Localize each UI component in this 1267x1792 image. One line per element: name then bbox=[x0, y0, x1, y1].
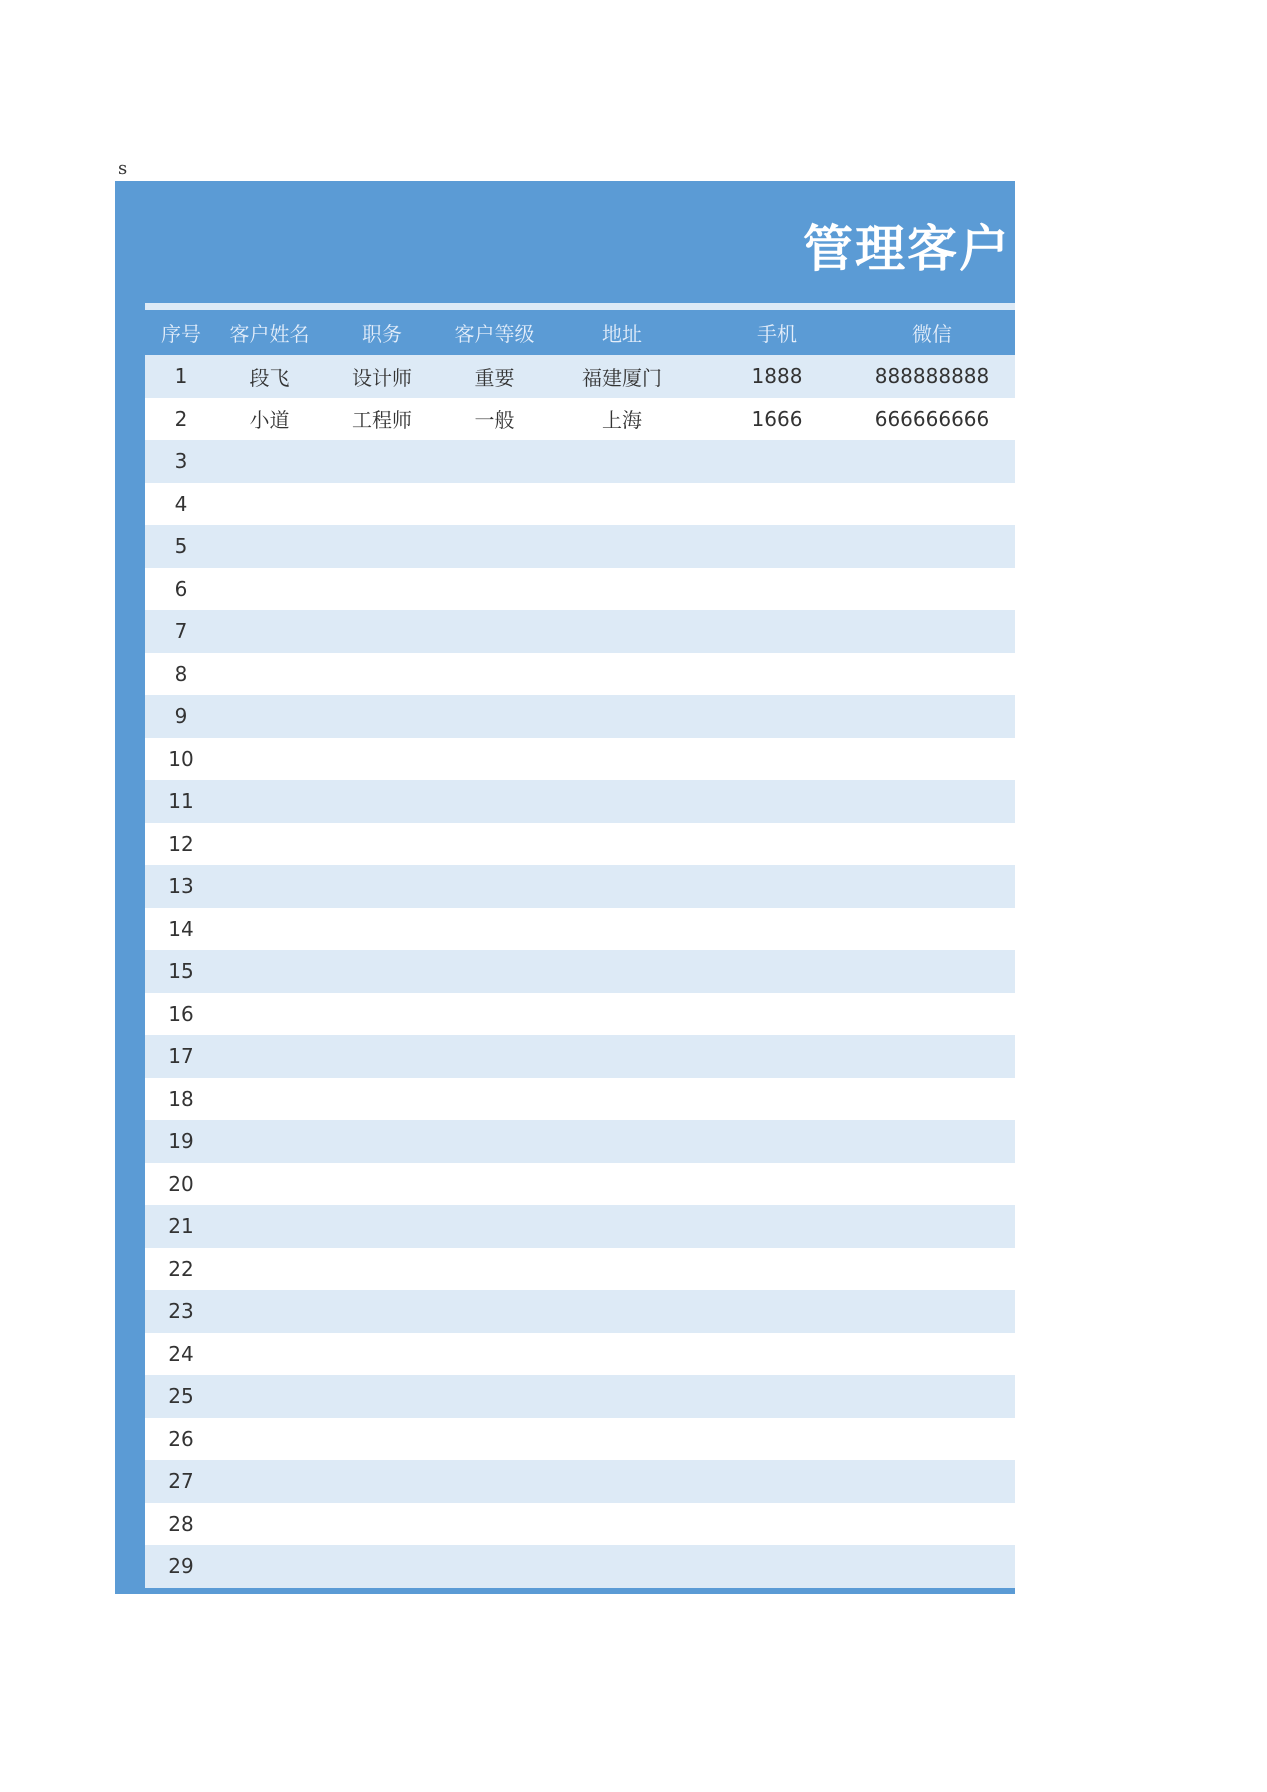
table-row bbox=[145, 1375, 1015, 1418]
cell-index[interactable]: 7 bbox=[174, 619, 188, 644]
table-row bbox=[145, 1545, 1015, 1588]
cell-index[interactable]: 21 bbox=[168, 1214, 194, 1239]
cell-index[interactable]: 14 bbox=[168, 916, 194, 941]
cell-index[interactable]: 9 bbox=[174, 704, 188, 729]
cell-index[interactable]: 2 bbox=[174, 406, 188, 431]
customer-table bbox=[145, 310, 1015, 1588]
table-row bbox=[145, 398, 1015, 441]
table-row bbox=[145, 1333, 1015, 1376]
column-header-address: 地址 bbox=[602, 322, 642, 346]
table-row bbox=[145, 950, 1015, 993]
cell-index[interactable]: 11 bbox=[168, 789, 194, 814]
table-row bbox=[145, 738, 1015, 781]
table-row bbox=[145, 993, 1015, 1036]
table-row bbox=[145, 653, 1015, 696]
cell-index[interactable]: 23 bbox=[168, 1299, 194, 1324]
cell-index[interactable]: 6 bbox=[174, 576, 188, 601]
column-header-position: 职务 bbox=[362, 322, 402, 346]
cell-level[interactable]: 一般 bbox=[474, 408, 515, 433]
customer-sheet bbox=[115, 181, 1015, 1594]
column-header-name: 客户姓名 bbox=[229, 322, 310, 346]
corner-mark: s bbox=[118, 158, 128, 179]
cell-index[interactable]: 24 bbox=[168, 1341, 194, 1366]
cell-index[interactable]: 13 bbox=[168, 874, 194, 899]
cell-phone[interactable]: 1888 bbox=[751, 364, 803, 389]
cell-position[interactable]: 工程师 bbox=[352, 408, 412, 433]
cell-index[interactable]: 5 bbox=[174, 534, 188, 559]
cell-index[interactable]: 29 bbox=[168, 1554, 194, 1579]
cell-index[interactable]: 22 bbox=[168, 1256, 194, 1281]
table-row bbox=[145, 865, 1015, 908]
cell-phone[interactable]: 1666 bbox=[751, 406, 803, 431]
table-row bbox=[145, 568, 1015, 611]
column-header-wechat: 微信 bbox=[912, 322, 952, 346]
cell-index[interactable]: 20 bbox=[168, 1171, 194, 1196]
table-row bbox=[145, 525, 1015, 568]
cell-address[interactable]: 福建厦门 bbox=[582, 365, 662, 390]
column-header-index: 序号 bbox=[161, 322, 201, 346]
table-header-row bbox=[145, 310, 1015, 355]
cell-index[interactable]: 16 bbox=[168, 1001, 194, 1026]
table-row bbox=[145, 1418, 1015, 1461]
cell-level[interactable]: 重要 bbox=[474, 365, 515, 390]
table-row bbox=[145, 1248, 1015, 1291]
table-row bbox=[145, 1503, 1015, 1546]
table-row bbox=[145, 355, 1015, 398]
column-header-phone: 手机 bbox=[757, 322, 797, 346]
table-row bbox=[145, 440, 1015, 483]
table-row bbox=[145, 1035, 1015, 1078]
cell-index[interactable]: 26 bbox=[168, 1426, 194, 1451]
cell-index[interactable]: 28 bbox=[168, 1511, 194, 1536]
sheet-title: 管理客户 bbox=[803, 220, 1011, 278]
cell-index[interactable]: 4 bbox=[174, 491, 188, 516]
cell-index[interactable]: 17 bbox=[168, 1044, 194, 1069]
table-row bbox=[145, 483, 1015, 526]
cell-index[interactable]: 18 bbox=[168, 1086, 194, 1111]
cell-wechat[interactable]: 666666666 bbox=[874, 406, 990, 431]
table-row bbox=[145, 610, 1015, 653]
cell-index[interactable]: 15 bbox=[168, 959, 194, 984]
cell-index[interactable]: 3 bbox=[174, 449, 188, 474]
cell-name[interactable]: 段飞 bbox=[249, 365, 290, 390]
cell-index[interactable]: 8 bbox=[174, 661, 188, 686]
table-row bbox=[145, 908, 1015, 951]
cell-index[interactable]: 27 bbox=[168, 1469, 194, 1494]
table-row bbox=[145, 823, 1015, 866]
table-row bbox=[145, 780, 1015, 823]
table-body bbox=[145, 355, 1015, 1588]
cell-index[interactable]: 12 bbox=[168, 831, 194, 856]
table-row bbox=[145, 695, 1015, 738]
cell-wechat[interactable]: 888888888 bbox=[874, 364, 990, 389]
cell-address[interactable]: 上海 bbox=[602, 408, 642, 433]
table-row bbox=[145, 1460, 1015, 1503]
table-row bbox=[145, 1290, 1015, 1333]
table-row bbox=[145, 1163, 1015, 1206]
table-row bbox=[145, 1205, 1015, 1248]
table-row bbox=[145, 1120, 1015, 1163]
table-row bbox=[145, 1078, 1015, 1121]
column-header-level: 客户等级 bbox=[454, 322, 535, 346]
cell-index[interactable]: 25 bbox=[168, 1384, 194, 1409]
cell-index[interactable]: 10 bbox=[168, 746, 194, 771]
title-divider bbox=[145, 303, 1015, 310]
cell-index[interactable]: 19 bbox=[168, 1129, 194, 1154]
cell-name[interactable]: 小道 bbox=[249, 408, 290, 433]
cell-position[interactable]: 设计师 bbox=[352, 365, 412, 390]
cell-index[interactable]: 1 bbox=[174, 364, 188, 389]
